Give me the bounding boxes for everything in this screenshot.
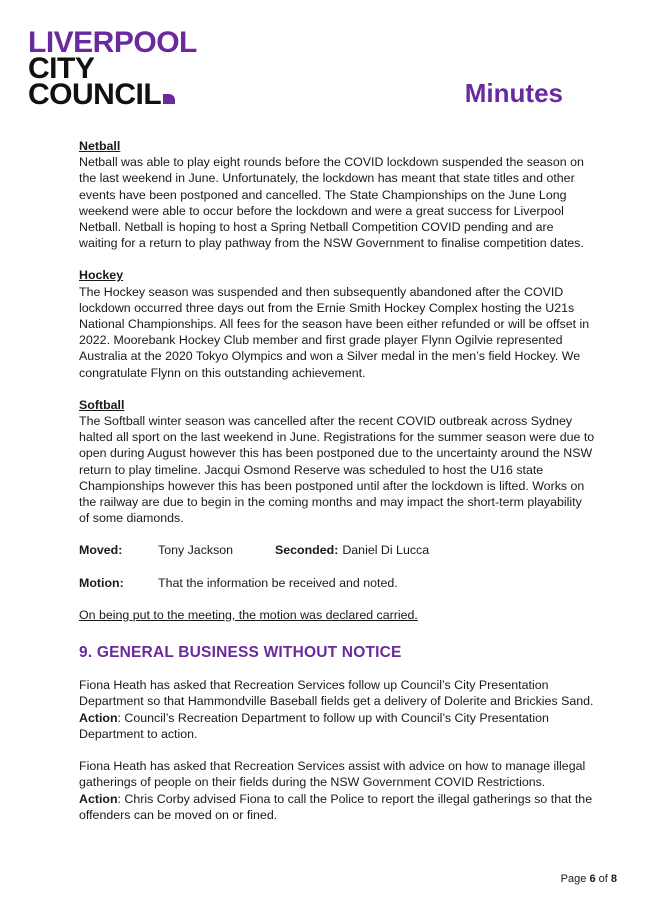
item-action	[79, 710, 595, 742]
motion-carried: On being put to the meeting, the motion was declared carried.	[79, 607, 418, 622]
section-heading: Softball	[79, 397, 125, 412]
document-title: Minutes	[464, 78, 563, 108]
seconded-value: Daniel Di Lucca	[342, 543, 430, 558]
page-total: 8	[610, 873, 617, 885]
page-number	[561, 873, 617, 885]
action-text: : Council’s Recreation Department to follow up with Council’s City Presentation Department to action.	[79, 710, 549, 741]
page-label: Page	[560, 873, 587, 885]
general-business-heading: 9. GENERAL BUSINESS WITHOUT NOTICE	[79, 644, 402, 662]
section-heading: Hockey	[79, 268, 124, 283]
general-business-item	[79, 677, 595, 742]
section-body: Netball was able to play eight rounds before the COVID lockdown suspended the season on the last weekend in June. Unfortunately, the lockdown has meant that state titles and other events have been postponed and cancelled. The State Championships on the June Long weekend were able to occur before the lockdown and were a great success for Liverpool Netball. Netball is hoping to host a Spring Netball Competition COVID pending and are waiting for a return to play pathway from the NSW Government to finalise competition dates.	[79, 155, 584, 251]
document-body	[79, 138, 595, 839]
logo-line-2: CITY	[28, 52, 95, 85]
section-softball	[79, 397, 595, 527]
section-heading: Netball	[79, 139, 121, 153]
logo-line-3-text: COUNCIL	[28, 78, 162, 111]
of-label: of	[598, 873, 608, 885]
section-hockey	[79, 267, 595, 380]
general-business-item	[79, 758, 595, 823]
section-netball	[79, 138, 595, 251]
item-text: Fiona Heath has asked that Recreation Services assist with advice on how to manage illegal gatherings of people on their fields during the NSW Government COVID Restrictions.	[79, 759, 586, 790]
logo-line-3	[28, 78, 197, 111]
motion-row	[79, 575, 595, 591]
logo-line-1: LIVERPOOL	[28, 26, 197, 59]
motion-value: That the information be received and noted.	[158, 575, 398, 590]
action-label: Action	[79, 791, 118, 806]
page-current: 6	[589, 873, 596, 885]
seconded-label: Seconded:	[275, 543, 339, 558]
action-text: : Chris Corby advised Fiona to call the Police to report the illegal gatherings so that the offenders can be moved on or fined.	[79, 791, 593, 822]
moved-row	[79, 542, 595, 558]
moved-value: Tony Jackson	[158, 543, 234, 558]
item-text: Fiona Heath has asked that Recreation Services follow up Council’s City Presentation Department so that Hammondville Baseball fields get a delivery of Dolerite and Brickies Sand.	[79, 678, 594, 709]
action-label: Action	[79, 710, 118, 725]
motion-label: Motion:	[79, 575, 124, 590]
item-action	[79, 791, 595, 823]
logo-mark-icon	[163, 94, 175, 104]
section-body: The Softball winter season was cancelled after the recent COVID outbreak across Sydney halted all sport on the last weekend in June. Registrations for the summer season were due to open during August however this has been postponed due to the uncertainty around the NSW return to play timeline. Jacqui Osmond Reserve was scheduled to host the U16 state Championships however this has been postponed until after the lockdown is lifted. Works on the railway are due to begin in the coming months and may impact the short-term playability of some diamonds.	[79, 414, 595, 526]
section-body: The Hockey season was suspended and then subsequently abandoned after the COVID lockdown occurred three days out from the Ernie Smith Hockey Complex hosting the U21s National Championships. All fees for the season have been either refunded or will be offset in 2022. Moorebank Hockey Club member and first grade player Flynn Ogilvie represented Australia at the 2020 Tokyo Olympics and won a Silver medal in the men’s field Hockey. We congratulate Flynn on this outstanding achievement.	[79, 284, 590, 380]
moved-label: Moved:	[79, 543, 123, 558]
council-logo	[28, 26, 197, 111]
